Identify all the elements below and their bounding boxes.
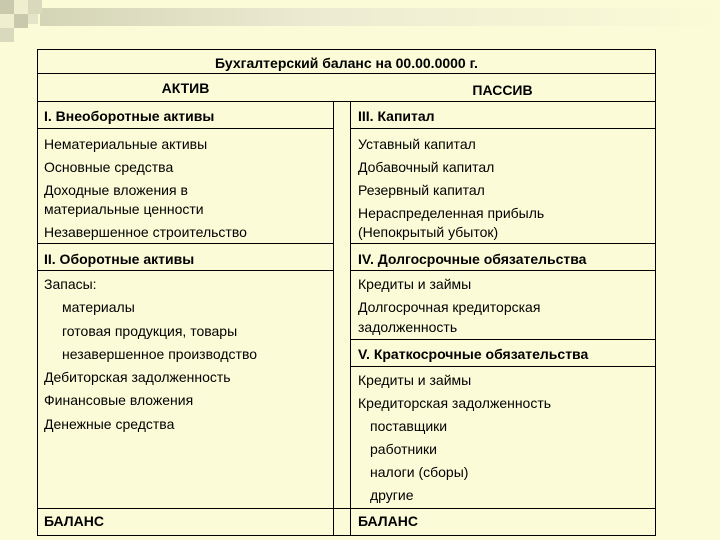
decor-square-1 bbox=[0, 0, 14, 14]
passiv-header: ПАССИВ bbox=[472, 82, 533, 98]
right-item: Уставный капитал bbox=[358, 136, 476, 152]
right-subitem: работники bbox=[370, 441, 437, 457]
right-subitem: другие bbox=[370, 487, 414, 503]
balance-sheet-table bbox=[37, 49, 656, 536]
section-5-title: V. Краткосрочные обязательства bbox=[358, 346, 589, 362]
left-balance: БАЛАНС bbox=[44, 513, 104, 529]
line-under-sec3 bbox=[350, 128, 655, 129]
decor-square-4 bbox=[0, 14, 14, 28]
section-4-title: IV. Долгосрочные обязательства bbox=[358, 251, 587, 267]
left-item: Нематериальные активы bbox=[44, 136, 208, 152]
left-item: Денежные средства bbox=[44, 416, 175, 432]
line-under-sec5 bbox=[350, 366, 655, 367]
right-item: Кредиты и займы bbox=[358, 276, 472, 292]
line-under-sec4 bbox=[350, 270, 655, 271]
left-item: Доходные вложения в bbox=[44, 182, 188, 198]
left-item: материальные ценности bbox=[44, 201, 204, 217]
right-balance: БАЛАНС bbox=[358, 513, 418, 529]
left-item: Незавершенное строительство bbox=[44, 224, 247, 240]
line-above-balance bbox=[38, 508, 655, 509]
table-title: Бухгалтерский баланс на 00.00.0000 г. bbox=[215, 55, 478, 71]
line-under-headers bbox=[38, 101, 655, 102]
left-item: Дебиторская задолженность bbox=[44, 369, 231, 385]
right-item: Нераспределенная прибыль bbox=[358, 205, 545, 221]
line-above-sec5 bbox=[350, 339, 655, 340]
left-item: Запасы: bbox=[44, 276, 97, 292]
line-under-sec2 bbox=[38, 270, 333, 271]
right-item: (Непокрытый убыток) bbox=[358, 224, 499, 240]
decor-square-5 bbox=[14, 14, 28, 28]
right-subitem: поставщики bbox=[370, 418, 448, 434]
line-under-title bbox=[38, 73, 655, 74]
right-item: Резервный капитал bbox=[358, 182, 485, 198]
decor-square-7 bbox=[28, 14, 38, 24]
aktiv-header: АКТИВ bbox=[161, 80, 210, 96]
divider-left bbox=[333, 101, 334, 535]
decor-square-3 bbox=[28, 0, 42, 14]
left-subitem: незавершенное производство bbox=[62, 346, 258, 362]
right-item: Кредиторская задолженность bbox=[358, 395, 552, 411]
left-subitem: материалы bbox=[62, 299, 135, 315]
section-3-title: III. Капитал bbox=[358, 108, 435, 124]
line-above-sec4 bbox=[350, 243, 655, 244]
decorative-top-bar bbox=[40, 8, 720, 26]
line-under-sec1 bbox=[38, 128, 333, 129]
decor-square-6 bbox=[0, 28, 14, 42]
right-item: Кредиты и займы bbox=[358, 372, 472, 388]
decor-square-2 bbox=[14, 0, 28, 14]
right-item: Добавочный капитал bbox=[358, 159, 495, 175]
section-2-title: II. Оборотные активы bbox=[44, 251, 195, 267]
divider-right bbox=[350, 101, 351, 535]
right-item: задолженность bbox=[358, 319, 458, 335]
section-1-title: I. Внеоборотные активы bbox=[44, 108, 215, 124]
left-subitem: готовая продукция, товары bbox=[62, 323, 238, 339]
left-item: Основные средства bbox=[44, 159, 174, 175]
right-subitem: налоги (сборы) bbox=[370, 464, 469, 480]
left-item: Финансовые вложения bbox=[44, 392, 194, 408]
line-above-sec2 bbox=[38, 243, 333, 244]
right-item: Долгосрочная кредиторская bbox=[358, 299, 541, 315]
